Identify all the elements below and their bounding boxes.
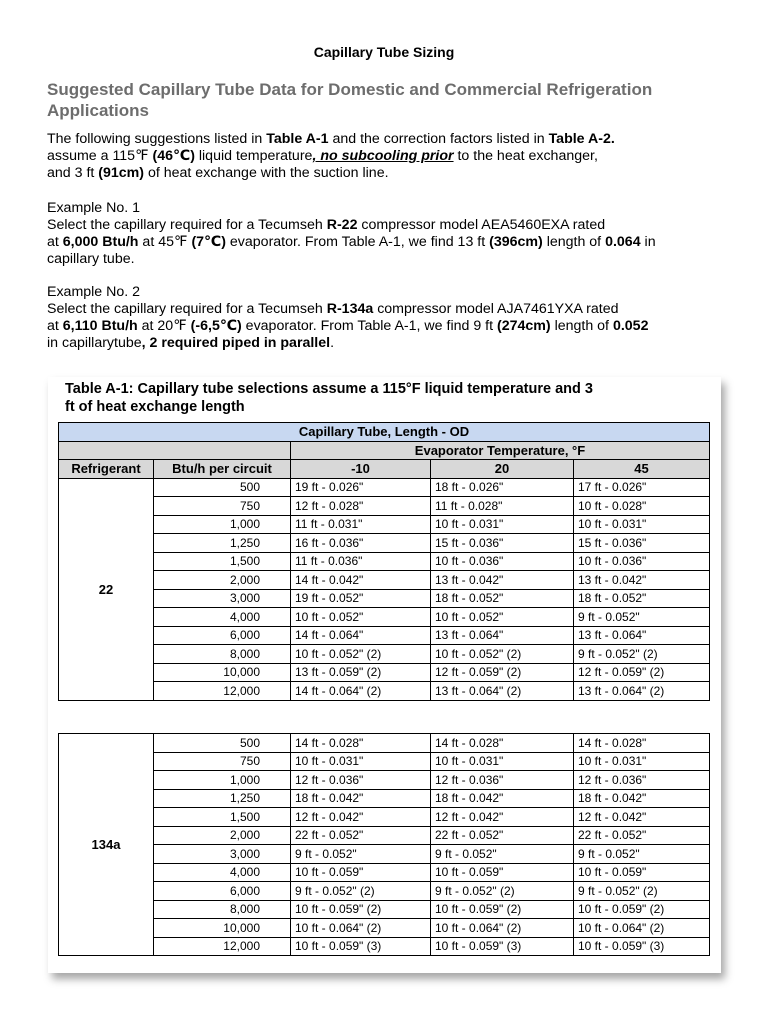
refrigerant-cell: 22 (59, 478, 154, 700)
tube-cell: 10 ft - 0.064" (2) (431, 919, 574, 938)
table-row (59, 789, 710, 808)
tube-cell: 10 ft - 0.059" (2) (431, 900, 574, 919)
tube-cell: 9 ft - 0.052" (2) (574, 882, 710, 901)
tube-cell: 19 ft - 0.026" (291, 478, 431, 497)
btu-cell: 12,000 (154, 937, 291, 956)
btu-cell: 500 (154, 734, 291, 753)
tube-cell: 9 ft - 0.052" (2) (431, 882, 574, 901)
tube-cell: 9 ft - 0.052" (291, 845, 431, 864)
col-btu: Btu/h per circuit (154, 460, 291, 479)
table-a1-image (48, 377, 721, 973)
table-header-main: Capillary Tube, Length - OD (59, 423, 710, 442)
tube-cell: 18 ft - 0.042" (574, 789, 710, 808)
refrigerant-cell: 134a (59, 734, 154, 956)
tube-cell: 10 ft - 0.031" (431, 515, 574, 534)
table-row (59, 808, 710, 827)
table-header-columns (59, 460, 710, 479)
btu-cell: 2,000 (154, 826, 291, 845)
tube-cell: 11 ft - 0.028" (431, 497, 574, 516)
tube-cell: 22 ft - 0.052" (431, 826, 574, 845)
tube-cell: 18 ft - 0.052" (431, 589, 574, 608)
tube-cell: 10 ft - 0.059" (2) (291, 900, 431, 919)
tube-cell: 11 ft - 0.031" (291, 515, 431, 534)
tube-cell: 14 ft - 0.064" (2) (291, 682, 431, 701)
col-temp: 45 (574, 460, 710, 479)
btu-cell: 1,250 (154, 789, 291, 808)
btu-cell: 6,000 (154, 882, 291, 901)
table-row (59, 645, 710, 664)
col-temp: 20 (431, 460, 574, 479)
btu-cell: 10,000 (154, 919, 291, 938)
tube-cell: 10 ft - 0.052" (2) (431, 645, 574, 664)
tube-cell: 13 ft - 0.042" (574, 571, 710, 590)
table-row (59, 608, 710, 627)
tube-cell: 9 ft - 0.052" (2) (291, 882, 431, 901)
tube-cell: 10 ft - 0.059" (291, 863, 431, 882)
tube-cell: 12 ft - 0.042" (291, 808, 431, 827)
tube-cell: 17 ft - 0.026" (574, 478, 710, 497)
btu-cell: 10,000 (154, 663, 291, 682)
table-row (59, 882, 710, 901)
example-2: Example No. 2 Select the capillary required for a Tecumseh R-134a compressor model AJA7461YXA rated at 6,110 Btu/h at 20℉ (-6,5℃) evaporator. From Table A-1, we find 9 ft (274cm) length of 0.052 in capillarytube, 2 required piped in parallel. (47, 284, 649, 351)
tube-cell: 13 ft - 0.042" (431, 571, 574, 590)
example-1-heading: Example No. 1 (47, 200, 141, 216)
tube-cell: 18 ft - 0.026" (431, 478, 574, 497)
table-row (59, 752, 710, 771)
table-row (59, 826, 710, 845)
btu-cell: 1,500 (154, 808, 291, 827)
section-subtitle: Suggested Capillary Tube Data for Domestic and Commercial Refrigeration Applications (47, 80, 653, 120)
col-temp: -10 (291, 460, 431, 479)
tube-cell: 19 ft - 0.052" (291, 589, 431, 608)
tube-cell: 12 ft - 0.028" (291, 497, 431, 516)
example-1: Example No. 1 Select the capillary required for a Tecumseh R-22 compressor model AEA5460EXA rated at 6,000 Btu/h at 45℉ (7℃) evaporator. From Table A-1, we find 13 ft (396cm) length of 0.064 in capillary tube. (47, 200, 656, 267)
tube-cell: 12 ft - 0.042" (574, 808, 710, 827)
btu-cell: 750 (154, 497, 291, 516)
table-row (59, 552, 710, 571)
tube-cell: 10 ft - 0.031" (574, 515, 710, 534)
btu-cell: 1,000 (154, 515, 291, 534)
tube-cell: 12 ft - 0.042" (431, 808, 574, 827)
btu-cell: 8,000 (154, 645, 291, 664)
tube-cell: 13 ft - 0.064" (2) (574, 682, 710, 701)
table-row (59, 734, 710, 753)
tube-cell: 12 ft - 0.059" (2) (574, 663, 710, 682)
tube-cell: 12 ft - 0.036" (291, 771, 431, 790)
table-row (59, 937, 710, 956)
btu-cell: 1,250 (154, 534, 291, 553)
btu-cell: 12,000 (154, 682, 291, 701)
tube-cell: 12 ft - 0.036" (431, 771, 574, 790)
table-header-evap: Evaporator Temperature, °F (59, 441, 710, 460)
capillary-table-r22 (58, 422, 710, 701)
tube-cell: 10 ft - 0.031" (574, 752, 710, 771)
tube-cell: 10 ft - 0.036" (431, 552, 574, 571)
tube-cell: 14 ft - 0.028" (431, 734, 574, 753)
btu-cell: 2,000 (154, 571, 291, 590)
tube-cell: 14 ft - 0.028" (574, 734, 710, 753)
tube-cell: 10 ft - 0.052" (291, 608, 431, 627)
tube-cell: 15 ft - 0.036" (574, 534, 710, 553)
tube-cell: 12 ft - 0.036" (574, 771, 710, 790)
tube-cell: 10 ft - 0.036" (574, 552, 710, 571)
tube-cell: 10 ft - 0.059" (3) (291, 937, 431, 956)
tube-cell: 10 ft - 0.064" (2) (291, 919, 431, 938)
btu-cell: 1,000 (154, 771, 291, 790)
table-row (59, 682, 710, 701)
document-title: Capillary Tube Sizing (313, 44, 455, 60)
table-row (59, 478, 710, 497)
tube-cell: 12 ft - 0.059" (2) (431, 663, 574, 682)
tube-cell: 15 ft - 0.036" (431, 534, 574, 553)
table-row (59, 771, 710, 790)
btu-cell: 8,000 (154, 900, 291, 919)
btu-cell: 4,000 (154, 863, 291, 882)
table-row (59, 663, 710, 682)
table-row (59, 571, 710, 590)
tube-cell: 22 ft - 0.052" (291, 826, 431, 845)
tube-cell: 9 ft - 0.052" (2) (574, 645, 710, 664)
table-row (59, 845, 710, 864)
tube-cell: 14 ft - 0.042" (291, 571, 431, 590)
tube-cell: 18 ft - 0.042" (291, 789, 431, 808)
tube-cell: 10 ft - 0.031" (291, 752, 431, 771)
table-row (59, 863, 710, 882)
tube-cell: 18 ft - 0.042" (431, 789, 574, 808)
tube-cell: 9 ft - 0.052" (574, 845, 710, 864)
tube-cell: 10 ft - 0.059" (2) (574, 900, 710, 919)
btu-cell: 3,000 (154, 589, 291, 608)
table-caption: Table A-1: Capillary tube selections assume a 115°F liquid temperature and 3 ft of heat exchange length (65, 381, 593, 415)
tube-cell: 14 ft - 0.064" (291, 626, 431, 645)
tube-cell: 10 ft - 0.052" (2) (291, 645, 431, 664)
tube-cell: 22 ft - 0.052" (574, 826, 710, 845)
table-row (59, 589, 710, 608)
tube-cell: 10 ft - 0.052" (431, 608, 574, 627)
table-row (59, 626, 710, 645)
tube-cell: 11 ft - 0.036" (291, 552, 431, 571)
tube-cell: 13 ft - 0.059" (2) (291, 663, 431, 682)
table-row (59, 919, 710, 938)
btu-cell: 1,500 (154, 552, 291, 571)
tube-cell: 16 ft - 0.036" (291, 534, 431, 553)
capillary-table-r134a (58, 733, 710, 956)
btu-cell: 3,000 (154, 845, 291, 864)
tube-cell: 13 ft - 0.064" (2) (431, 682, 574, 701)
intro-paragraph: The following suggestions listed in Table A-1 and the correction factors listed in Table A-2. assume a 115℉ (46℃) liquid temperature, no subcooling prior to the heat exchanger, and 3 ft (91cm) of heat exchange with the suction line. (47, 131, 615, 181)
table-row (59, 497, 710, 516)
tube-cell: 10 ft - 0.059" (431, 863, 574, 882)
tube-cell: 18 ft - 0.052" (574, 589, 710, 608)
tube-cell: 10 ft - 0.059" (574, 863, 710, 882)
tube-cell: 10 ft - 0.031" (431, 752, 574, 771)
tube-cell: 14 ft - 0.028" (291, 734, 431, 753)
btu-cell: 4,000 (154, 608, 291, 627)
tube-cell: 10 ft - 0.028" (574, 497, 710, 516)
btu-cell: 500 (154, 478, 291, 497)
col-refrigerant: Refrigerant (59, 460, 154, 479)
tube-cell: 13 ft - 0.064" (431, 626, 574, 645)
btu-cell: 750 (154, 752, 291, 771)
table-row (59, 534, 710, 553)
table-row (59, 900, 710, 919)
tube-cell: 10 ft - 0.059" (3) (574, 937, 710, 956)
example-2-heading: Example No. 2 (47, 284, 141, 300)
tube-cell: 13 ft - 0.064" (574, 626, 710, 645)
btu-cell: 6,000 (154, 626, 291, 645)
tube-cell: 9 ft - 0.052" (431, 845, 574, 864)
table-row (59, 515, 710, 534)
tube-cell: 10 ft - 0.059" (3) (431, 937, 574, 956)
tube-cell: 10 ft - 0.064" (2) (574, 919, 710, 938)
tube-cell: 9 ft - 0.052" (574, 608, 710, 627)
